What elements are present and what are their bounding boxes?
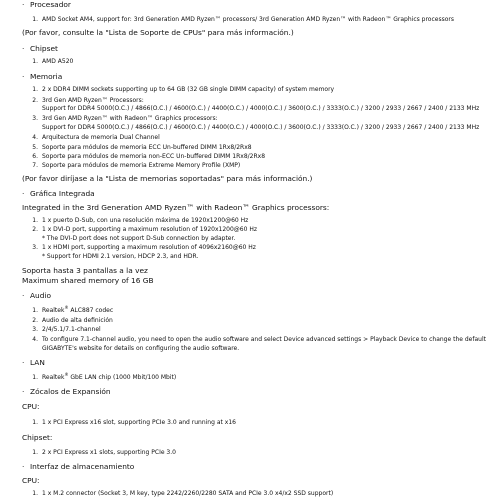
- section-title-lan: · LAN: [22, 358, 45, 367]
- dvi-note: * The DVI-D port does not support D-Sub connection by adapter.: [42, 235, 236, 242]
- list-item: 3. 2/4/5.1/7.1-channel: [32, 326, 101, 333]
- section-title-procesador: · Procesador: [22, 0, 71, 9]
- list-item: 6. Soporte para módulos de memoria non-ECC Un-buffered DIMM 1Rx8/2Rx8: [32, 153, 266, 160]
- almacenamiento-cpu-label: CPU:: [22, 476, 40, 485]
- list-item: 1. 1 x M.2 connector (Socket 3, M key, type 2242/2260/2280 SATA and PCIe 3.0 x4/x2 SSD support): [32, 490, 334, 497]
- bullet-icon: ·: [22, 72, 25, 81]
- list-item: 1. AMD Socket AM4, support for: 3rd Generation AMD Ryzen™ processors/ 3rd Generation AMD Ryzen™ with Radeon™ Graphics processors: [32, 16, 454, 23]
- memoria-note: (Por favor diríjase a la "Lista de memorias soportadas" para más información.): [22, 174, 313, 183]
- list-item: 1. AMD A520: [32, 58, 74, 65]
- zocalos-chipset-label: Chipset:: [22, 433, 53, 442]
- list-item: 1. 1 x puerto D-Sub, con una resolución máxima de 1920x1200@60 Hz: [32, 217, 249, 224]
- list-item: 1. Realtek® ALC887 codec: [32, 305, 114, 314]
- section-title-grafica: · Gráfica Integrada: [22, 189, 95, 198]
- grafica-intro: Integrated in the 3rd Generation AMD Ryzen™ with Radeon™ Graphics processors:: [22, 203, 330, 212]
- list-item: 2. Audio de alta definición: [32, 317, 113, 324]
- hdmi-note: * Support for HDMI 2.1 version, HDCP 2.3, and HDR.: [42, 253, 199, 260]
- section-title-zocalos: · Zócalos de Expansión: [22, 387, 111, 396]
- list-item: 1. 2 x DDR4 DIMM sockets supporting up to 64 GB (32 GB single DIMM capacity) of system memory: [32, 86, 335, 93]
- bullet-icon: ·: [22, 0, 25, 9]
- list-item: 2. 1 x DVI-D port, supporting a maximum resolution of 1920x1200@60 Hz: [32, 226, 257, 233]
- list-item: 7. Soporte para módulos de memoria Extreme Memory Profile (XMP): [32, 162, 241, 169]
- list-item: 5. Soporte para módulos de memoria ECC Un-buffered DIMM 1Rx8/2Rx8: [32, 144, 252, 151]
- list-item: 1. 2 x PCI Express x1 slots, supporting PCIe 3.0: [32, 449, 176, 456]
- list-item: 4. Arquitectura de memoria Dual Channel: [32, 134, 160, 141]
- list-item: 3. 1 x HDMI port, supporting a maximum resolution of 4096x2160@60 Hz: [32, 244, 256, 251]
- memory-support-line: Support for DDR4 5000(O.C.) / 4866(O.C.) / 4600(O.C.) / 4400(O.C.) / 4000(O.C.) / 3600(O.C.) / 3333(O.C.) / 3200 / 2933 / 2667 / 2400 / 2133 MHz: [42, 124, 480, 131]
- memory-support-line: Support for DDR4 5000(O.C.) / 4866(O.C.) / 4600(O.C.) / 4400(O.C.) / 4000(O.C.) / 3600(O.C.) / 3333(O.C.) / 3200 / 2933 / 2667 / 2400 / 2133 MHz: [42, 105, 480, 112]
- bullet-icon: ·: [22, 462, 25, 471]
- bullet-icon: ·: [22, 189, 25, 198]
- shared-memory: Maximum shared memory of 16 GB: [22, 276, 154, 285]
- list-item: 4. To configure 7.1-channel audio, you need to open the audio software and select Device advanced settings > Playback Device to change the default: [32, 336, 486, 343]
- bullet-icon: ·: [22, 44, 25, 53]
- section-title-audio: · Audio: [22, 291, 52, 300]
- list-item: 1. 1 x PCI Express x16 slot, supporting PCIe 3.0 and running at x16: [32, 419, 236, 426]
- audio-note-line: GIGABYTE's website for details on configuring the audio software.: [42, 345, 240, 352]
- list-item: 3. 3rd Gen AMD Ryzen™ with Radeon™ Graphics processors:: [32, 115, 218, 122]
- bullet-icon: ·: [22, 358, 25, 367]
- list-item: 1. Realtek® GbE LAN chip (1000 Mbit/100 Mbit): [32, 372, 177, 381]
- zocalos-cpu-label: CPU:: [22, 402, 40, 411]
- procesador-note: (Por favor, consulte la "Lista de Soporte de CPUs" para más información.): [22, 28, 294, 37]
- section-title-chipset: · Chipset: [22, 44, 58, 53]
- bullet-icon: ·: [22, 387, 25, 396]
- section-title-almacenamiento: · Interfaz de almacenamiento: [22, 462, 135, 471]
- bullet-icon: ·: [22, 291, 25, 300]
- list-item: 2. 3rd Gen AMD Ryzen™ Processors:: [32, 97, 144, 104]
- section-title-memoria: · Memoria: [22, 72, 63, 81]
- display-count: Soporta hasta 3 pantallas a la vez: [22, 266, 148, 275]
